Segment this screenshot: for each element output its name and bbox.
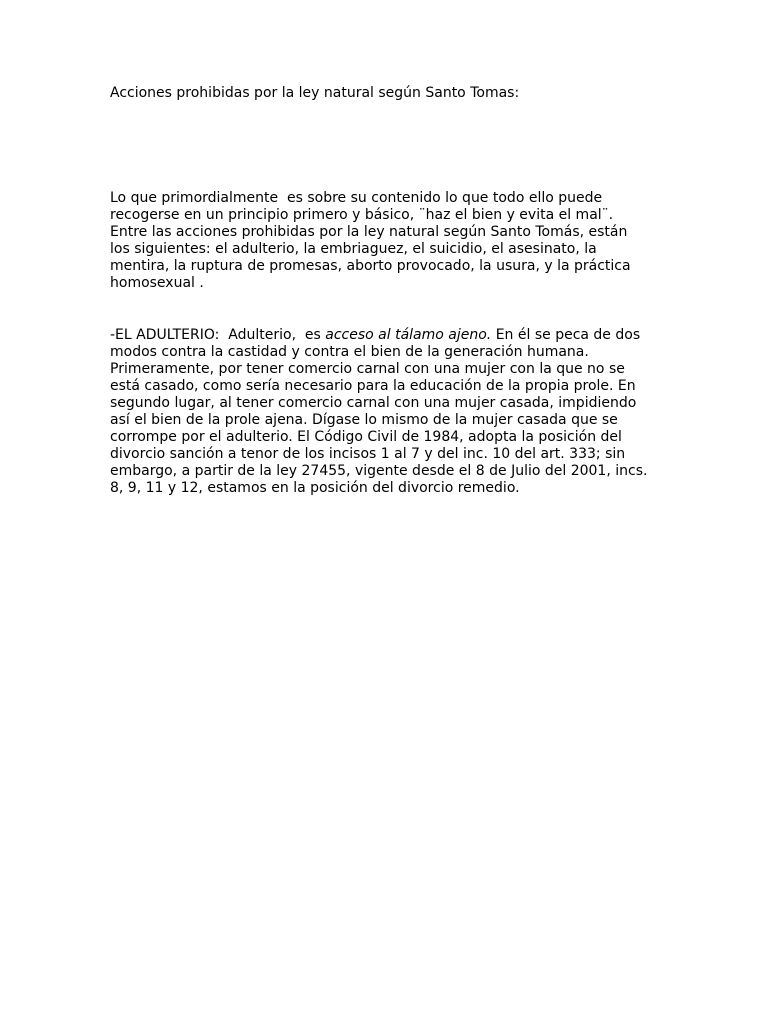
adulterio-definition: acceso al tálamo ajeno.: [325, 327, 492, 343]
adulterio-body: En él se peca de dos modos contra la castidad y contra el bien de la generación humana. Primeramente, por tener comercio carnal con una mujer con la que no se está casado, como sería necesario para la educación de la propia prole. En segundo lugar, al tener comercio carnal con una mujer casada, impidiendo así el bien de la prole ajena. Dígase lo mismo de la mujer casada que se corrompe por el adulterio. El Código Civil de 1984, adopta la posición del divorcio sanción a tenor de los incisos 1 al 7 y del inc. 10 del art. 333; sin embargo, a partir de la ley 27455, vigente desde el 8 de Julio del 2001, incs. 8, 9, 11 y 12, estamos en la posición del divorcio remedio.: [110, 327, 648, 496]
adulterio-paragraph: [110, 327, 670, 497]
intro-paragraph: Lo que primordialmente es sobre su contenido lo que todo ello puede recogerse en un principio primero y básico, ¨haz el bien y evita el mal¨. Entre las acciones prohibidas por la ley natural según Santo Tomás, están los siguientes: el adulterio, la embriaguez, el suicidio, el asesinato, la mentira, la ruptura de promesas, aborto provocado, la usura, y la práctica homosexual .: [110, 190, 631, 291]
adulterio-lead: -EL ADULTERIO: Adulterio, es: [110, 327, 326, 343]
document-heading: Acciones prohibidas por la ley natural según Santo Tomas:: [110, 85, 520, 101]
